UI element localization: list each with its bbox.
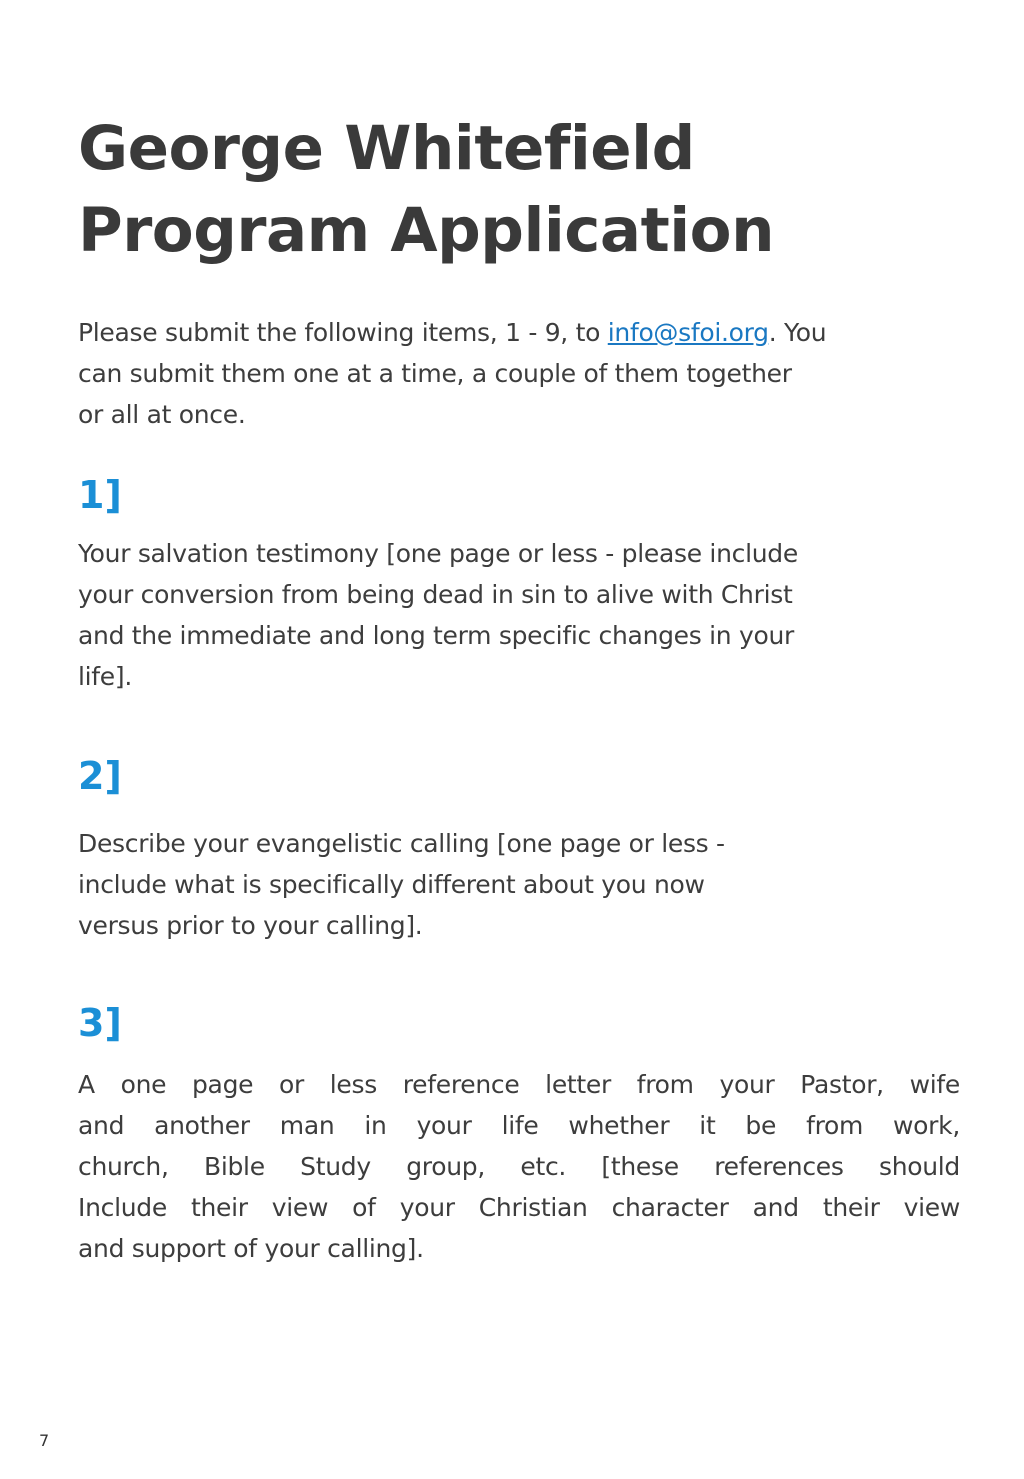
page-title-line-2: Program Application xyxy=(78,195,774,266)
item-number-3: 3] xyxy=(78,1001,122,1045)
intro-line-1 xyxy=(78,312,958,353)
item-3-line: Include their view of your Christian character and their view xyxy=(78,1193,960,1222)
page-title xyxy=(78,108,774,272)
intro-line-2: can submit them one at a time, a couple of them together xyxy=(78,359,792,388)
page-number: 7 xyxy=(39,1431,50,1450)
item-2-line: include what is specifically different about you now xyxy=(78,870,705,899)
intro-text-after-link: . You xyxy=(768,318,827,347)
item-1-line: life]. xyxy=(78,662,132,691)
item-number-2: 2] xyxy=(78,754,122,798)
intro-paragraph xyxy=(78,312,958,435)
item-2-text xyxy=(78,823,960,946)
item-number-1: 1] xyxy=(78,473,122,517)
intro-text-before-link: Please submit the following items, 1 - 9, to xyxy=(78,318,608,347)
item-3-line: and another man in your life whether it be from work, xyxy=(78,1111,960,1140)
item-1-line: and the immediate and long term specific changes in your xyxy=(78,621,794,650)
item-3-text xyxy=(78,1064,960,1269)
item-3-line: A one page or less reference letter from your Pastor, wife xyxy=(78,1070,960,1099)
item-2-line: Describe your evangelistic calling [one page or less - xyxy=(78,829,725,858)
item-1-line: your conversion from being dead in sin to alive with Christ xyxy=(78,580,793,609)
item-3-line: church, Bible Study group, etc. [these references should xyxy=(78,1152,960,1181)
page-title-line-1: George Whitefield xyxy=(78,113,695,184)
item-3-line: and support of your calling]. xyxy=(78,1234,424,1263)
item-1-text xyxy=(78,533,960,697)
intro-line-3: or all at once. xyxy=(78,400,246,429)
item-1-line: Your salvation testimony [one page or less - please include xyxy=(78,539,798,568)
email-link[interactable]: info@sfoi.org xyxy=(607,318,769,347)
item-2-line: versus prior to your calling]. xyxy=(78,911,423,940)
